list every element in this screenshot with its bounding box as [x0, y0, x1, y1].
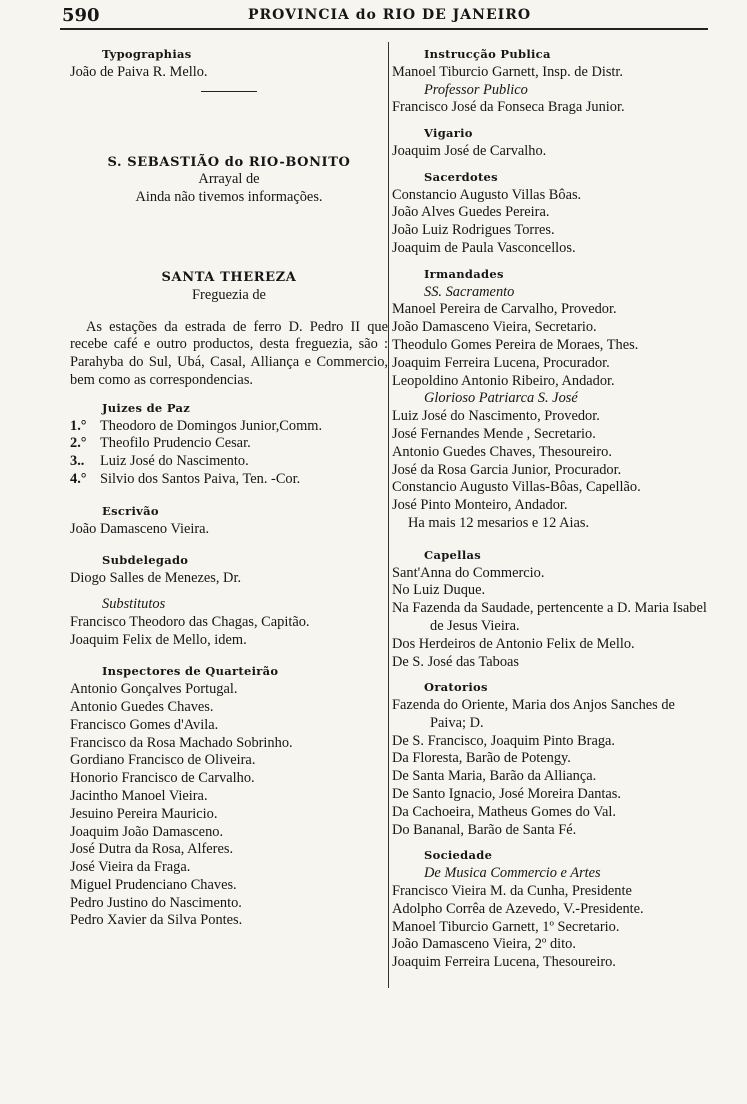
entry-line: De S. José das Taboas: [392, 653, 520, 670]
entry-line: João Luiz Rodrigues Torres.: [392, 222, 555, 239]
section-heading: Juizes de Paz: [102, 400, 191, 415]
entry-line: Joaquim João Damasceno.: [70, 823, 224, 840]
entry-line: José Fernandes Mende , Secretario.: [392, 425, 596, 442]
entry-line: Miguel Prudenciano Chaves.: [70, 876, 237, 893]
entry-line: José Pinto Monteiro, Andador.: [392, 497, 568, 514]
entry-line: Fazenda do Oriente, Maria dos Anjos Sanches de Paiva; D.: [392, 697, 675, 731]
entry-line: Constancio Augusto Villas Bôas.: [392, 186, 582, 203]
entry-line: Francisco da Rosa Machado Sobrinho.: [70, 734, 293, 751]
section-heading: Capellas: [424, 547, 482, 562]
entry-line: José Vieira da Fraga.: [70, 859, 191, 876]
entry-line: João Damasceno Vieira, Secretario.: [392, 319, 597, 336]
section-heading: Typographias: [102, 47, 192, 61]
entry-line: Manoel Tiburcio Garnett, 1º Secretario.: [392, 918, 620, 935]
section-heading: Sacerdotes: [424, 169, 498, 184]
section-heading: Instrucção Publica: [424, 47, 551, 61]
entry-line: Francisco José da Fonseca Braga Junior.: [392, 99, 625, 116]
entry-line: Sant'Anna do Commercio.: [392, 564, 545, 581]
entry-line: Gordiano Francisco de Oliveira.: [70, 752, 256, 769]
entry-line: Da Floresta, Barão de Potengy.: [392, 750, 571, 767]
running-title: PROVINCIA do RIO DE JANEIRO: [248, 7, 532, 23]
entry-line: De Santo Ignacio, José Moreira Dantas.: [392, 786, 621, 803]
entry-line: Honorio Francisco de Carvalho.: [70, 770, 255, 787]
page-number: 590: [62, 5, 100, 26]
entry-line: De Santa Maria, Barão da Alliança.: [392, 768, 597, 785]
entry-line: Joaquim Felix de Mello, idem.: [70, 631, 247, 648]
sub-heading: SS. Sacramento: [424, 283, 515, 300]
sub-heading: De Musica Commercio e Artes: [424, 865, 601, 882]
entry-line: João Damasceno Vieira, 2º dito.: [392, 936, 576, 953]
section-heading: Vigario: [424, 126, 473, 141]
sub-heading: Professor Publico: [424, 81, 528, 98]
entry-line: Manoel Pereira de Carvalho, Provedor.: [392, 301, 617, 318]
entry-line: Jesuino Pereira Mauricio.: [70, 805, 218, 822]
entry-line: Joaquim Ferreira Lucena, Thesoureiro.: [392, 954, 616, 971]
entry-line: João de Paiva R. Mello.: [70, 63, 208, 80]
entry-line: Francisco Theodoro das Chagas, Capitão.: [70, 613, 310, 630]
page-header: [0, 0, 747, 36]
entry-line: Joaquim José de Carvalho.: [392, 142, 547, 159]
locality-subtitle: Arrayal de: [198, 171, 260, 188]
entry-line: Manoel Tiburcio Garnett, Insp. de Distr.: [392, 63, 624, 80]
railway-paragraph: As estações da estrada de ferro D. Pedro II que recebe café e outro productos, desta freguezia, são : Parahyba do Sul, Ubá, Casal, Alliança e Commercio, bem como as correspondencias.: [70, 318, 388, 388]
entry-line: Constancio Augusto Villas-Bôas, Capellão.: [392, 479, 641, 496]
entry-line: Francisco Vieira M. da Cunha, Presidente: [392, 883, 632, 900]
entry-line: No Luiz Duque.: [392, 582, 486, 599]
entry-line: João Damasceno Vieira.: [70, 520, 210, 537]
note-line: Ha mais 12 mesarios e 12 Aias.: [408, 514, 590, 531]
sub-heading: Glorioso Patriarca S. José: [424, 390, 578, 407]
entry-line: Francisco Gomes d'Avila.: [70, 716, 219, 733]
section-heading: Subdelegado: [102, 553, 189, 568]
entry-line: José da Rosa Garcia Junior, Procurador.: [392, 461, 622, 478]
entry-line: Na Fazenda da Saudade, pertencente a D. Maria Isabel de Jesus Vieira.: [392, 600, 707, 634]
entry-line: Luiz José do Nascimento, Provedor.: [392, 408, 600, 425]
entry-line: Pedro Justino do Nascimento.: [70, 894, 242, 911]
entry-line: Antonio Guedes Chaves, Thesoureiro.: [392, 443, 612, 460]
numbered-entry: 1.° Theodoro de Domingos Junior,Comm.: [70, 417, 323, 434]
section-heading: Irmandades: [424, 266, 504, 281]
column-divider: [388, 42, 389, 988]
section-heading: Oratorios: [424, 680, 488, 695]
entry-line: Antonio Gonçalves Portugal.: [70, 681, 238, 698]
section-heading: Escrivão: [102, 503, 159, 518]
entry-line: Jacintho Manoel Vieira.: [70, 787, 208, 804]
entry-line: Do Bananal, Barão de Santa Fé.: [392, 821, 577, 838]
sub-heading: Substitutos: [102, 595, 166, 612]
entry-line: Diogo Salles de Menezes, Dr.: [70, 570, 242, 587]
header-rule: [60, 28, 708, 30]
left-column: [70, 46, 388, 930]
section-heading: Sociedade: [424, 848, 493, 863]
locality-title: SANTA THEREZA: [161, 269, 297, 285]
entry-line: Pedro Xavier da Silva Pontes.: [70, 912, 243, 929]
numbered-entry: 4.° Silvio dos Santos Paiva, Ten. -Cor.: [70, 470, 301, 487]
section-heading: Inspectores de Quarteirão: [102, 664, 279, 679]
entry-line: Adolpho Corrêa de Azevedo, V.-Presidente.: [392, 900, 644, 917]
entry-line: João Alves Guedes Pereira.: [392, 204, 550, 221]
entry-line: Dos Herdeiros de Antonio Felix de Mello.: [392, 635, 635, 652]
numbered-entry: 3.. Luiz José do Nascimento.: [70, 453, 249, 470]
locality-subtitle: Freguezia de: [192, 286, 266, 303]
right-column: [392, 46, 710, 972]
entry-line: Joaquim Ferreira Lucena, Procurador.: [392, 354, 610, 371]
numbered-entry: 2.° Theofilo Prudencio Cesar.: [70, 435, 251, 452]
entry-line: De S. Francisco, Joaquim Pinto Braga.: [392, 732, 616, 749]
entry-line: Antonio Guedes Chaves.: [70, 698, 214, 715]
entry-line: Joaquim de Paula Vasconcellos.: [392, 239, 576, 256]
entry-line: Leopoldino Antonio Ribeiro, Andador.: [392, 372, 615, 389]
entry-line: Theodulo Gomes Pereira de Moraes, Thes.: [392, 336, 639, 353]
locality-title: S. SEBASTIÃO do RIO-BONITO: [107, 154, 351, 170]
entry-line: José Dutra da Rosa, Alferes.: [70, 841, 234, 858]
entry-line: Da Cachoeira, Matheus Gomes do Val.: [392, 803, 616, 820]
locality-note: Ainda não tivemos informações.: [135, 189, 323, 206]
